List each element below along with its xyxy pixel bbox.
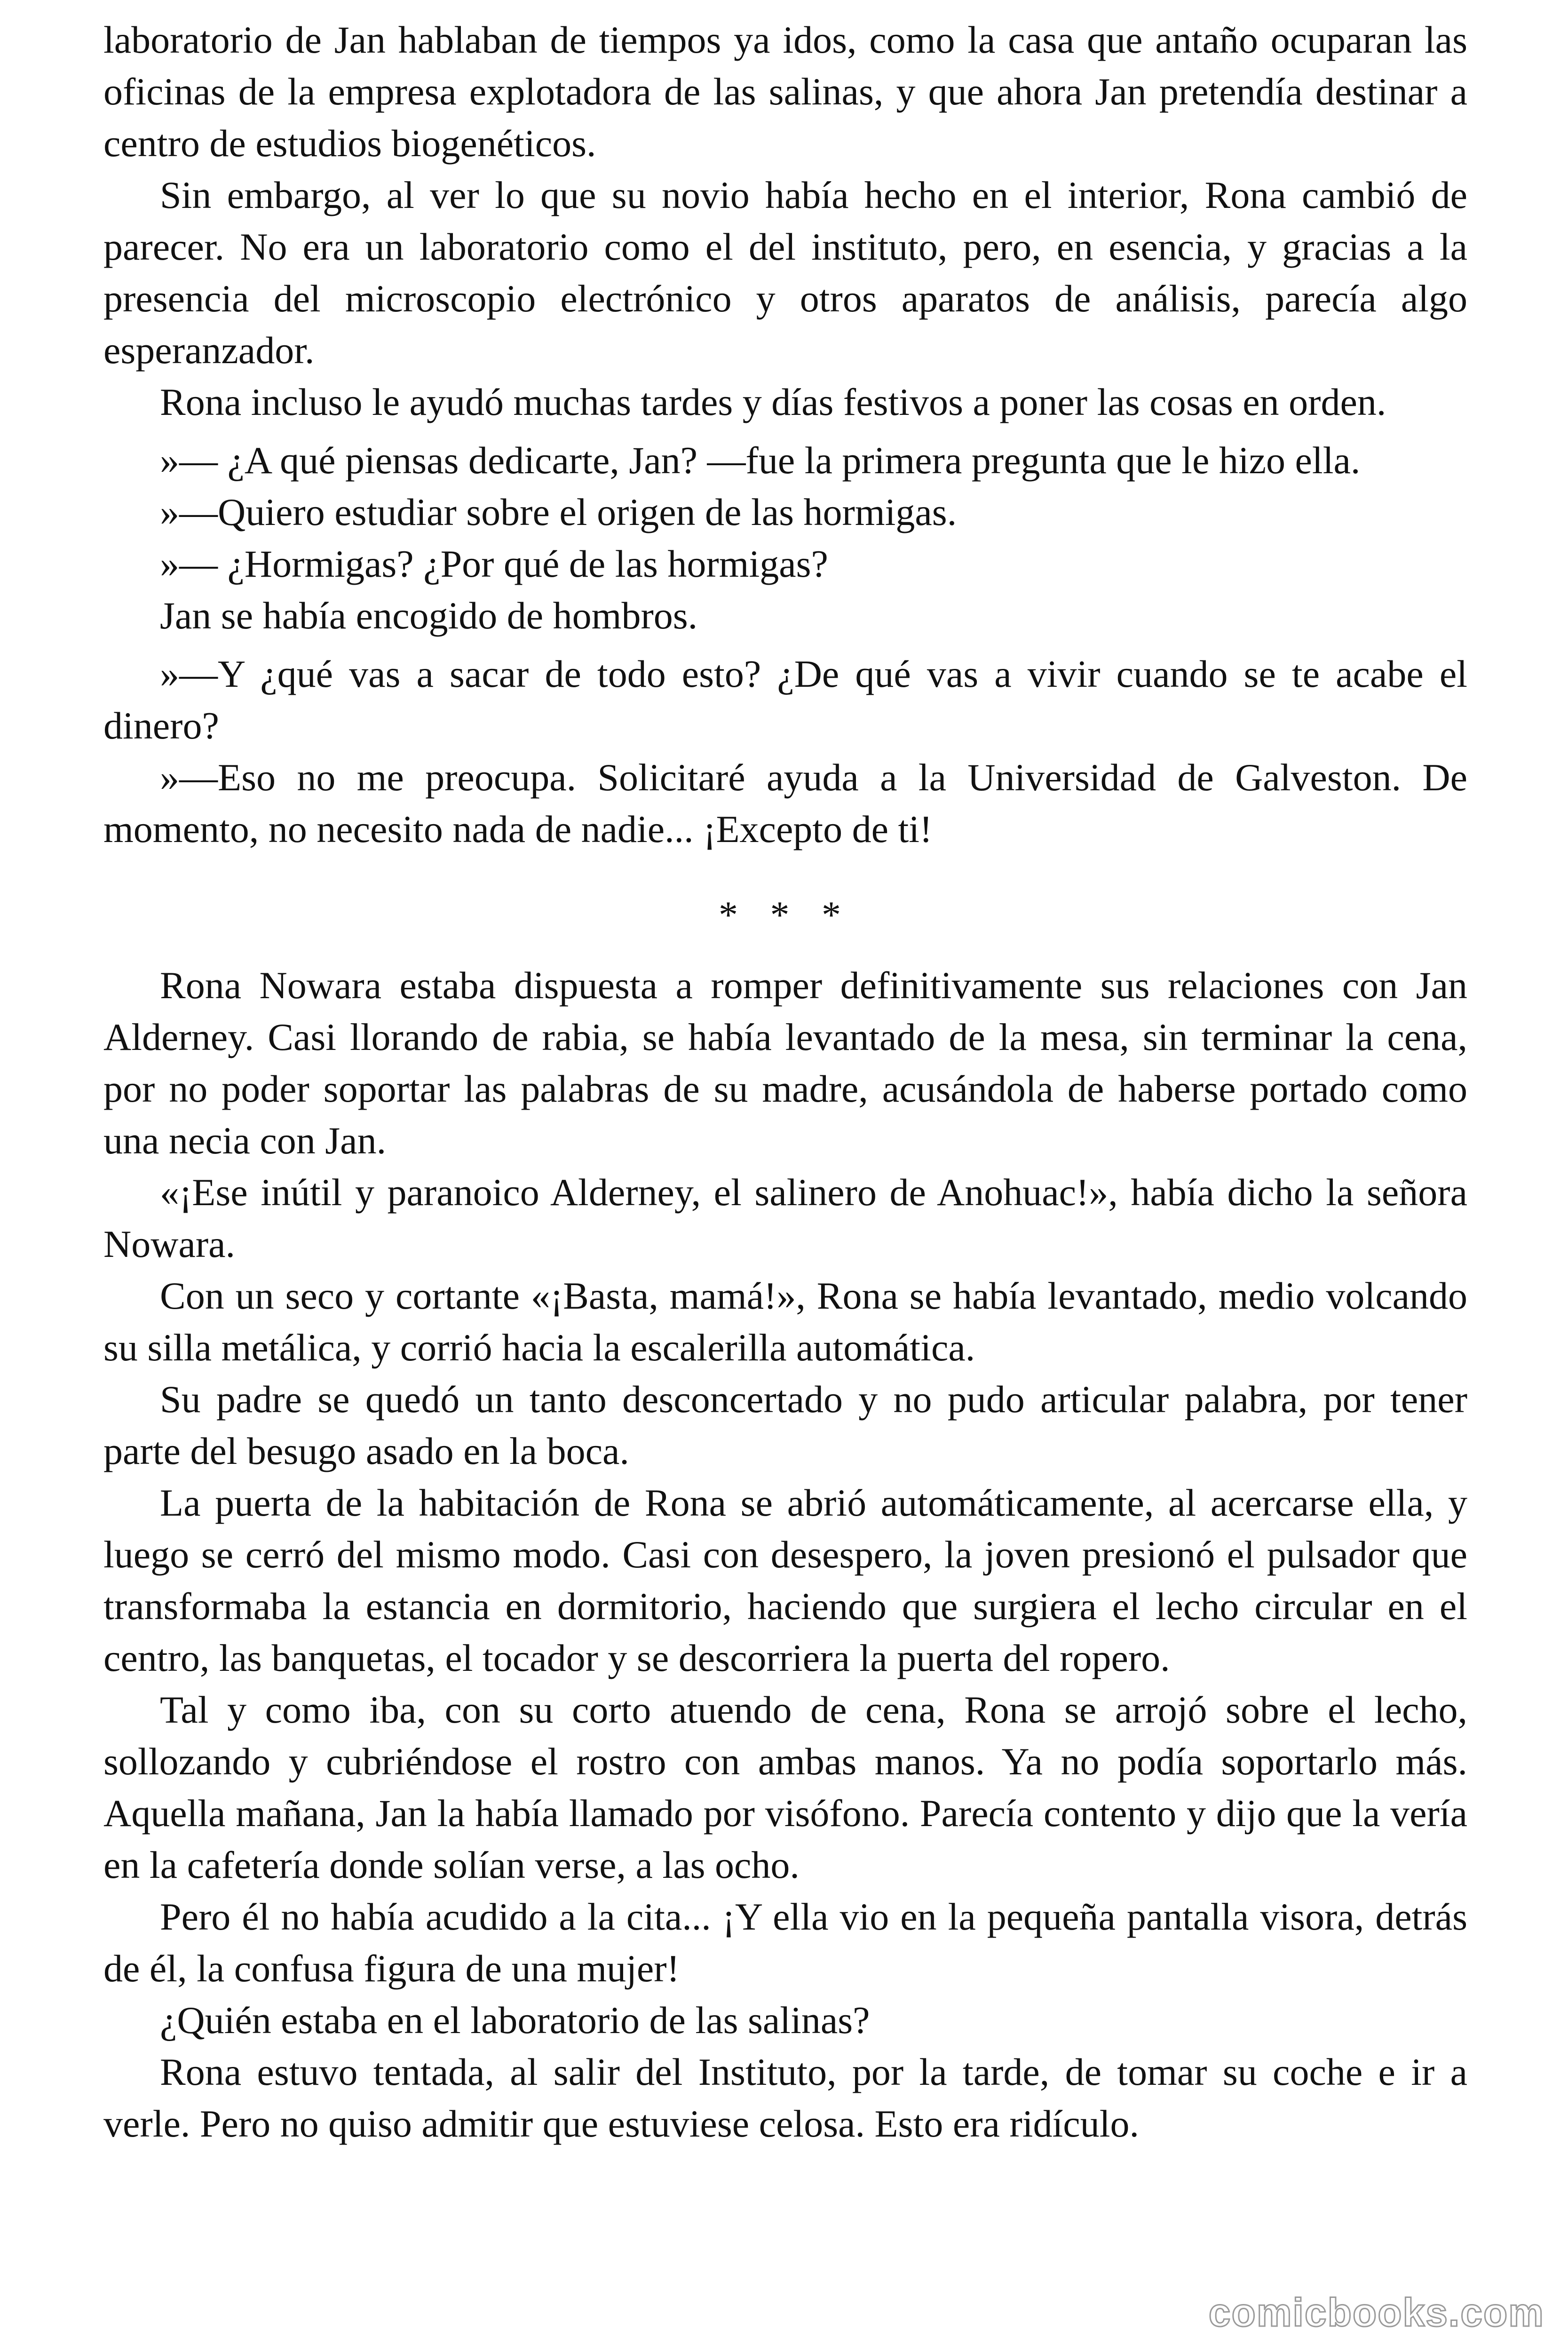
paragraph: Rona Nowara estaba dispuesta a romper definitivamente sus relaciones con Jan Alderney. Casi llorando de rabia, se había levantado de la mesa, sin terminar la cena, por no poder soportar las palabras de su madre, acusándola de haberse portado como una necia con Jan. — [103, 964, 1467, 1162]
paragraph: Sin embargo, al ver lo que su novio había hecho en el interior, Rona cambió de parecer. No era un laboratorio como el del instituto, pero, en esencia, y gracias a la presencia del microscopio electrónico y otros aparatos de análisis, parecía algo esperanzador. — [103, 174, 1467, 372]
dialogue-paragraph: »—Eso no me preocupa. Solicitaré ayuda a la Universidad de Galveston. De momento, no necesito nada de nadie... ¡Excepto de ti! — [103, 756, 1467, 850]
dialogue-paragraph: »— ¿A qué piensas dedicarte, Jan? —fue la primera pregunta que le hizo ella. — [160, 439, 1361, 482]
paragraph-continuation: laboratorio de Jan hablaban de tiempos ya idos, como la casa que antaño ocuparan las oficinas de la empresa explotadora de las salinas, y que ahora Jan pretendía destinar a centro de estudios biogenéticos. — [103, 18, 1467, 165]
dialogue-paragraph: »— ¿Hormigas? ¿Por qué de las hormigas? — [160, 542, 828, 585]
scene-break: * * * — [719, 893, 852, 936]
book-page-text — [103, 14, 1467, 2150]
paragraph: Jan se había encogido de hombros. — [160, 594, 698, 637]
paragraph: Con un seco y cortante «¡Basta, mamá!», Rona se había levantado, medio volcando su silla metálica, y corrió hacia la escalerilla automática. — [103, 1274, 1467, 1369]
paragraph: Su padre se quedó un tanto desconcertado y no pudo articular palabra, por tener parte del besugo asado en la boca. — [103, 1378, 1467, 1472]
paragraph: ¿Quién estaba en el laboratorio de las salinas? — [160, 1999, 870, 2042]
paragraph: Tal y como iba, con su corto atuendo de cena, Rona se arrojó sobre el lecho, sollozando y cubriéndose el rostro con ambas manos. Ya no podía soportarlo más. Aquella mañana, Jan la había llamado por visófono. Parecía contento y dijo que la vería en la cafetería donde solían verse, a las ocho. — [103, 1688, 1467, 1886]
paragraph: Pero él no había acudido a la cita... ¡Y ella vio en la pequeña pantalla visora, detrás de él, la confusa figura de una mujer! — [103, 1895, 1467, 1990]
paragraph: Rona estuvo tentada, al salir del Instituto, por la tarde, de tomar su coche e ir a verle. Pero no quiso admitir que estuviese celosa. Esto era ridículo. — [103, 2050, 1467, 2145]
paragraph: La puerta de la habitación de Rona se abrió automáticamente, al acercarse ella, y luego se cerró del mismo modo. Casi con desespero, la joven presionó el pulsador que transformaba la estancia en dormitorio, haciendo que surgiera el lecho circular en el centro, las banquetas, el tocador y se descorriera la puerta del ropero. — [103, 1481, 1467, 1679]
dialogue-paragraph: »—Quiero estudiar sobre el origen de las hormigas. — [160, 491, 957, 533]
paragraph: Rona incluso le ayudó muchas tardes y días festivos a poner las cosas en orden. — [160, 381, 1386, 423]
dialogue-paragraph: »—Y ¿qué vas a sacar de todo esto? ¿De qué vas a vivir cuando se te acabe el dinero? — [103, 652, 1467, 747]
paragraph: «¡Ese inútil y paranoico Alderney, el salinero de Anohuac!», había dicho la señora Nowara. — [103, 1171, 1467, 1265]
watermark-logo: comicbooks.com — [1208, 2290, 1544, 2335]
